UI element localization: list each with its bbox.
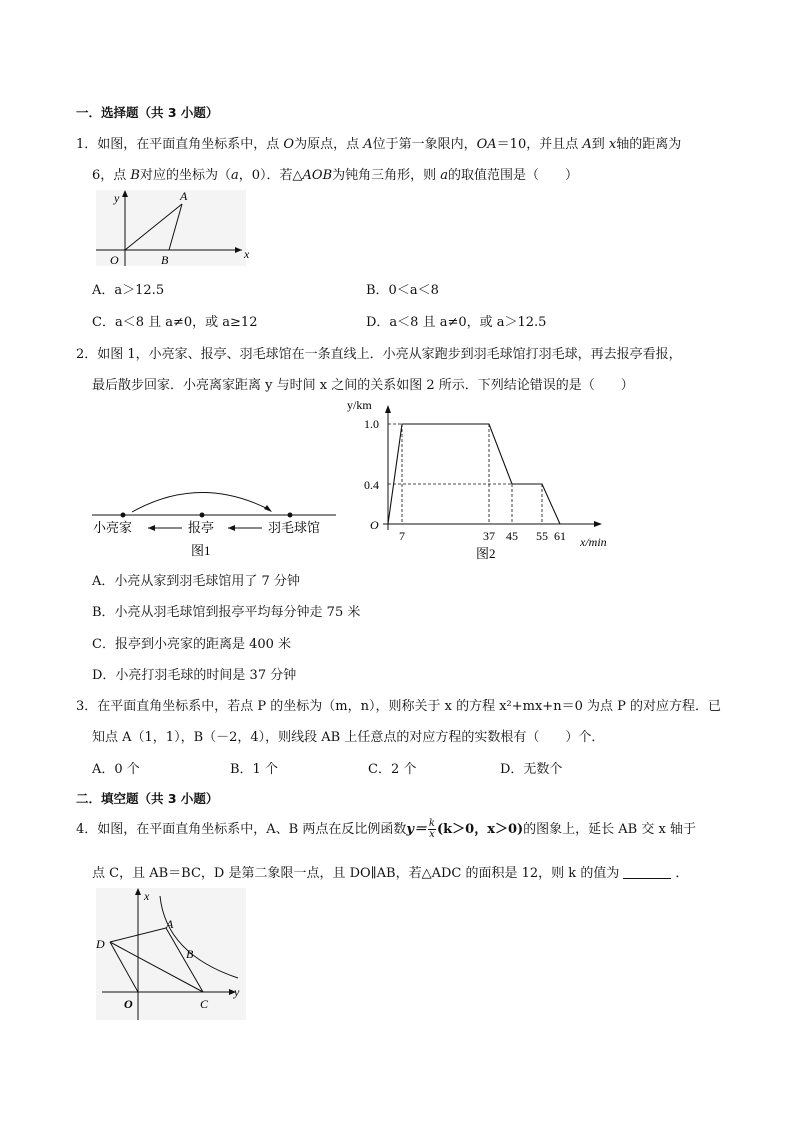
q2-fig2-xtick: 45 (506, 529, 518, 543)
q2-fig2-ylabel: y/km (347, 398, 372, 412)
q2-fig2-guide-lines (388, 424, 542, 524)
q1-x: x (608, 137, 617, 152)
q4-text: 点 C，且 AB＝BC，D 是第二象限一点，且 DO∥AB，若△ADC 的面积是 12，则 k 的值为 (92, 866, 620, 881)
q2-fig2-xtick: 7 (399, 529, 405, 543)
q2-fig2-caption: 图2 (476, 546, 496, 561)
q4-text: ． (675, 866, 689, 881)
q2-fig1-label-gym: 羽毛球馆 (268, 520, 321, 535)
q1-point-a: A (582, 137, 592, 152)
q3-option-d[interactable]: D．无数个 (500, 762, 563, 777)
q1-point-b: B (130, 168, 140, 183)
q1-segment-oa: OA (476, 137, 497, 152)
q3-stem-line2: 知点 A（1，1），B（－2，4），则线段 AB 上任意点的对应方程的实数根有（ ）个． (92, 730, 605, 745)
q4-fig-label-a: A (166, 917, 174, 931)
q2-fig2-xtick: 55 (536, 529, 548, 543)
q4-fig-label-b: B (186, 947, 194, 961)
q4-fig-label-c: C (200, 997, 209, 1011)
q3-option-a[interactable]: A．0 个 (92, 762, 140, 777)
q2-fig2-series-line (388, 424, 560, 524)
q1-text: ，0）．若△ (238, 168, 303, 183)
q2-fig2-y-arrow-icon (385, 405, 391, 413)
q2-fig2-x-arrow-icon (594, 521, 602, 527)
q4-stem-line1 (76, 818, 696, 840)
q2-fig1-route-arc (132, 492, 270, 512)
q1-point-o: O (283, 137, 295, 152)
q1-var-a: a (440, 168, 449, 183)
q2-fig2-ytick-hi: 1.0 (364, 417, 379, 431)
q4-figure-bg (96, 888, 246, 1020)
q2-fig2-xtick: 37 (483, 529, 495, 543)
q1-text: 的取值范围是（ ） (448, 168, 579, 183)
q1-fig-label-y: y (114, 191, 120, 205)
q4-fraction (428, 819, 436, 840)
q4-frac-den: x (429, 829, 435, 840)
q1-stem-line2 (92, 164, 578, 183)
q2-stem-line1: 2．如图 1，小亮家、报亭、羽毛球馆在一条直线上．小亮从家跑步到羽毛球馆打羽毛球，再去报亭看报， (76, 347, 682, 362)
q4-fig-label-y: y (234, 985, 240, 999)
q1-point-a: A (363, 137, 373, 152)
q2-fig2-xlabel: x/min (580, 535, 607, 549)
section-heading-choice: 一．选择题（共 3 小题） (76, 105, 219, 120)
q2-fig1-label-kiosk: 报亭 (188, 520, 215, 535)
q2-fig1-left-arrow-icon (148, 525, 155, 531)
q2-option-d[interactable]: D．小亮打羽毛球的时间是 37 分钟 (92, 668, 297, 683)
q2-fig1-caption: 图1 (191, 543, 211, 558)
q1-option-a[interactable]: A．a＞12.5 (92, 283, 165, 298)
q2-fig1-home-dot (121, 513, 126, 518)
q1-text: 到 (591, 137, 609, 152)
q1-fig-label-b: B (161, 253, 169, 267)
q2-fig2-xtick: 61 (554, 529, 566, 543)
q1-fig-label-x: x (244, 247, 250, 261)
q1-text: 对应的坐标为（ (139, 168, 231, 183)
q2-option-c[interactable]: C．报亭到小亮家的距离是 400 米 (92, 637, 292, 652)
q2-fig2-ytick-lo: 0.4 (364, 478, 379, 492)
q2-stem-line2: 最后散步回家．小亮离家距离 y 与时间 x 之间的关系如图 2 所示．下列结论错误的是（ ） (92, 378, 634, 393)
q2-fig1-arc-arrow-icon (264, 505, 272, 512)
q1-text: 6，点 (92, 168, 131, 183)
q4-answer-blank[interactable] (623, 866, 671, 879)
q1-option-d[interactable]: D．a＜8 且 a≠0，或 a＞12.5 (366, 315, 547, 330)
q1-stem-line1 (76, 133, 681, 152)
q4-func-y: y＝ (406, 822, 427, 837)
q2-fig1-gym-dot (288, 513, 293, 518)
q4-figure (88, 884, 258, 1024)
q1-var-a: a (230, 168, 239, 183)
q1-text: 轴的距离为 (616, 137, 682, 152)
q2-option-b[interactable]: B．小亮从羽毛球馆到报亭平均每分钟走 75 米 (92, 605, 361, 620)
q2-option-a[interactable]: A．小亮从家到羽毛球馆用了 7 分钟 (92, 574, 300, 589)
q3-option-b[interactable]: B．1 个 (230, 762, 278, 777)
q2-figure2 (340, 395, 630, 563)
q4-frac-num: k (428, 818, 435, 829)
q1-text: 1．如图，在平面直角坐标系中，点 (76, 137, 284, 152)
q1-text: 位于第一象限内， (372, 137, 477, 152)
q4-func-cond: (k＞0，x＞0) (436, 822, 524, 837)
q1-figure (92, 186, 252, 270)
q3-stem-line1: 3．在平面直角坐标系中，若点 P 的坐标为（m，n），则称关于 x 的方程 x²+mx+n＝0 为点 P 的对应方程．已 (76, 699, 721, 714)
q1-option-c[interactable]: C．a＜8 且 a≠0，或 a≥12 (92, 315, 258, 330)
q1-triangle: AOB (302, 168, 333, 183)
q4-fig-label-x: x (144, 889, 150, 903)
q4-fig-label-d: D (96, 937, 105, 951)
q2-fig1-kiosk-dot (200, 513, 205, 518)
q4-text: 4．如图，在平面直角坐标系中，A、B 两点在反比例函数 (76, 822, 407, 837)
q3-option-c[interactable]: C．2 个 (368, 762, 417, 777)
q4-text: 的图象上，延长 AB 交 x 轴于 (523, 822, 696, 837)
q2-fig1-left-arrow-icon (228, 525, 235, 531)
q1-text: 为原点，点 (294, 137, 364, 152)
q4-fig-label-o: O (124, 997, 133, 1011)
q1-fig-label-a: A (180, 189, 188, 203)
q2-figure1 (88, 480, 348, 562)
q2-fig1-label-home: 小亮家 (93, 520, 133, 535)
q4-stem-line2 (92, 862, 688, 881)
q1-fig-label-o: O (110, 253, 119, 267)
section-heading-fill: 二．填空题（共 3 小题） (76, 791, 219, 806)
q1-option-b[interactable]: B．0＜a＜8 (366, 283, 439, 298)
q2-fig2-origin: O (370, 518, 379, 532)
q1-text: 为钝角三角形，则 (332, 168, 441, 183)
q1-text: ＝10，并且点 (496, 137, 583, 152)
